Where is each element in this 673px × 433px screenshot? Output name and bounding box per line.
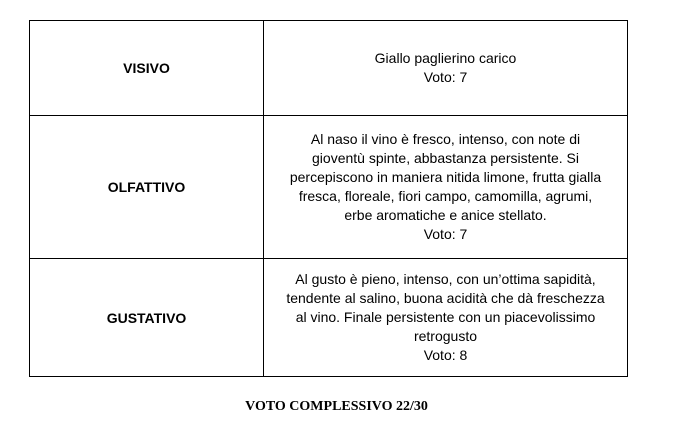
description-line: al vino. Finale persistente con un piacevolissimo bbox=[295, 309, 596, 325]
description-visivo bbox=[264, 21, 628, 116]
description-gustativo bbox=[264, 259, 628, 377]
description-line: Al gusto è pieno, intenso, con un’ottima sapidità, bbox=[295, 271, 596, 287]
score-line: Voto: 7 bbox=[423, 69, 468, 85]
description-line: percepiscono in maniera nitida limone, frutta gialla bbox=[289, 169, 602, 185]
description-line: retrogusto bbox=[413, 328, 478, 344]
score-line: Voto: 7 bbox=[423, 226, 468, 242]
category-label-gustativo: GUSTATIVO bbox=[30, 259, 264, 377]
score-line: Voto: 8 bbox=[423, 347, 468, 363]
table-row-visivo bbox=[30, 21, 628, 116]
category-label-olfattivo: OLFATTIVO bbox=[30, 116, 264, 259]
category-label-visivo: VISIVO bbox=[30, 21, 264, 116]
table-row-olfattivo bbox=[30, 116, 628, 259]
evaluation-table bbox=[29, 20, 628, 377]
description-line: erbe aromatiche e anice stellato. bbox=[344, 207, 547, 223]
description-line: Al naso il vino è fresco, intenso, con note di bbox=[310, 131, 581, 147]
description-line: tendente al salino, buona acidità che dà freschezza bbox=[286, 290, 605, 306]
table-row-gustativo bbox=[30, 259, 628, 377]
description-line: fresca, floreale, fiori campo, camomilla, agrumi, bbox=[298, 188, 593, 204]
description-line: gioventù spinte, abbastanza persistente. Si bbox=[312, 150, 579, 166]
description-olfattivo bbox=[264, 116, 628, 259]
overall-score: VOTO COMPLESSIVO 22/30 bbox=[245, 399, 428, 414]
description-line: Giallo paglierino carico bbox=[374, 50, 517, 66]
